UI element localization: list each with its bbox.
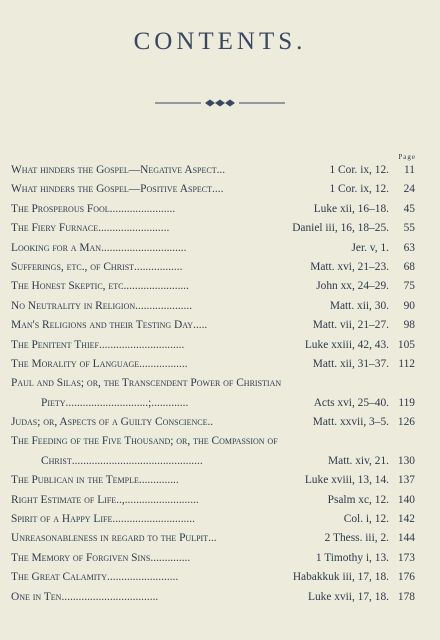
entry-title: What hinders the Gospel—Positive Aspect.... [11, 183, 224, 196]
contents-entry [11, 258, 415, 277]
entry-reference: Daniel iii, 16, 18–25. [290, 219, 389, 238]
entry-page-number: 176 [391, 568, 415, 587]
entry-reference: 1 Cor. ix, 12. [328, 161, 390, 180]
entry-reference: Luke xii, 16–18. [312, 200, 389, 219]
entry-title: Christ.............................................. [41, 454, 203, 467]
entry-reference: Matt. xvi, 21–23. [308, 258, 389, 277]
contents-entry [11, 374, 415, 393]
entry-reference: 1 Cor. ix, 12. [328, 180, 390, 199]
contents-entry [11, 432, 415, 451]
contents-entry [11, 316, 415, 335]
entry-page-number: 98 [391, 316, 415, 335]
entry-title: The Honest Skeptic, etc....................... [11, 280, 189, 293]
contents-entry [11, 549, 415, 568]
contents-entry [11, 297, 415, 316]
entry-page-number: 119 [391, 394, 415, 413]
entry-reference: Jer. v, 1. [349, 239, 389, 258]
entry-title: Man's Religions and their Testing Day..... [11, 319, 208, 332]
entry-title: Sufferings, etc., of Christ................. [11, 260, 183, 273]
contents-entry [11, 491, 415, 510]
contents-entry [11, 413, 415, 432]
entry-title: The Memory of Forgiven Sins.............. [11, 551, 191, 564]
entry-reference: John xx, 24–29. [314, 277, 389, 296]
entry-reference: Col. i, 12. [342, 510, 389, 529]
entry-title: What hinders the Gospel—Negative Aspect... [11, 164, 226, 176]
entry-page-number: 63 [391, 239, 415, 258]
contents-entry [11, 568, 415, 587]
contents-entry [11, 452, 415, 471]
contents-entry [11, 336, 415, 355]
contents-entry [11, 161, 415, 180]
entry-title: Piety.............................;............. [41, 396, 189, 409]
entry-reference: 1 Timothy i, 13. [314, 549, 389, 568]
entry-title: No Neutrality in Religion.................... [11, 299, 193, 312]
contents-list [11, 161, 415, 607]
entry-page-number: 173 [391, 549, 415, 568]
entry-reference: Matt. xxvii, 3–5. [311, 413, 389, 432]
entry-page-number: 68 [391, 258, 415, 277]
entry-reference: Luke xvii, 17, 18. [306, 588, 389, 607]
entry-reference: Luke xviii, 13, 14. [303, 471, 389, 490]
entry-page-number: 45 [391, 200, 415, 219]
entry-reference: Habakkuk iii, 17, 18. [291, 568, 389, 587]
entry-reference: Matt. xii, 30. [328, 297, 389, 316]
entry-title: The Feeding of the Five Thousand; or, the Compassion of [11, 435, 278, 448]
entry-page-number: 105 [391, 336, 415, 355]
entry-page-number: 55 [391, 219, 415, 238]
entry-page-number: 112 [391, 355, 415, 374]
entry-title: The Prosperous Fool....................... [11, 202, 176, 215]
page-column-label: Page [398, 153, 416, 161]
entry-title: Judas; or, Aspects of a Guilty Conscience.. [11, 416, 214, 429]
entry-page-number: 144 [391, 529, 415, 548]
entry-title: Looking for a Man.............................. [11, 241, 187, 254]
entry-page-number: 126 [391, 413, 415, 432]
entry-title: One in Ten.................................. [11, 590, 159, 603]
entry-page-number: 11 [391, 161, 415, 180]
entry-page-number: 137 [391, 471, 415, 490]
entry-title: Paul and Silas; or, the Transcendent Power of Christian [11, 377, 282, 390]
contents-entry [11, 355, 415, 374]
entry-reference: Acts xvi, 25–40. [312, 394, 389, 413]
entry-reference: Luke xxiii, 42, 43. [303, 336, 389, 355]
contents-entry [11, 277, 415, 296]
entry-title: The Publican in the Temple.............. [11, 474, 179, 487]
entry-reference: Matt. xii, 31–37. [311, 355, 389, 374]
entry-page-number: 142 [391, 510, 415, 529]
contents-entry [11, 180, 415, 199]
page-title: CONTENTS. [133, 28, 307, 55]
entry-title: The Penitent Thief.............................. [11, 338, 185, 351]
entry-reference: Psalm xc, 12. [326, 491, 389, 510]
entry-reference: Matt. vii, 21–27. [311, 316, 389, 335]
ornament-divider [155, 97, 285, 109]
entry-page-number: 178 [391, 588, 415, 607]
entry-page-number: 130 [391, 452, 415, 471]
contents-entry [11, 219, 415, 238]
contents-entry [11, 200, 415, 219]
contents-entry [11, 239, 415, 258]
entry-page-number: 24 [391, 180, 415, 199]
entry-title: Spirit of a Happy Life............................. [11, 513, 195, 526]
contents-entry [11, 588, 415, 607]
contents-entry [11, 394, 415, 413]
entry-title: Unreasonableness in regard to the Pulpit... [11, 532, 217, 545]
entry-title: The Morality of Language................. [11, 357, 188, 370]
contents-entry [11, 471, 415, 490]
contents-entry [11, 510, 415, 529]
entry-title: Right Estimate of Life..,.......................... [11, 493, 199, 506]
entry-reference: 2 Thess. iii, 2. [323, 529, 389, 548]
entry-title: The Great Calamity......................... [11, 571, 179, 584]
entry-page-number: 75 [391, 277, 415, 296]
entry-reference: Matt. xiv, 21. [326, 452, 389, 471]
entry-page-number: 140 [391, 491, 415, 510]
entry-title: The Fiery Furnace......................... [11, 222, 170, 235]
entry-page-number: 90 [391, 297, 415, 316]
contents-entry [11, 529, 415, 548]
